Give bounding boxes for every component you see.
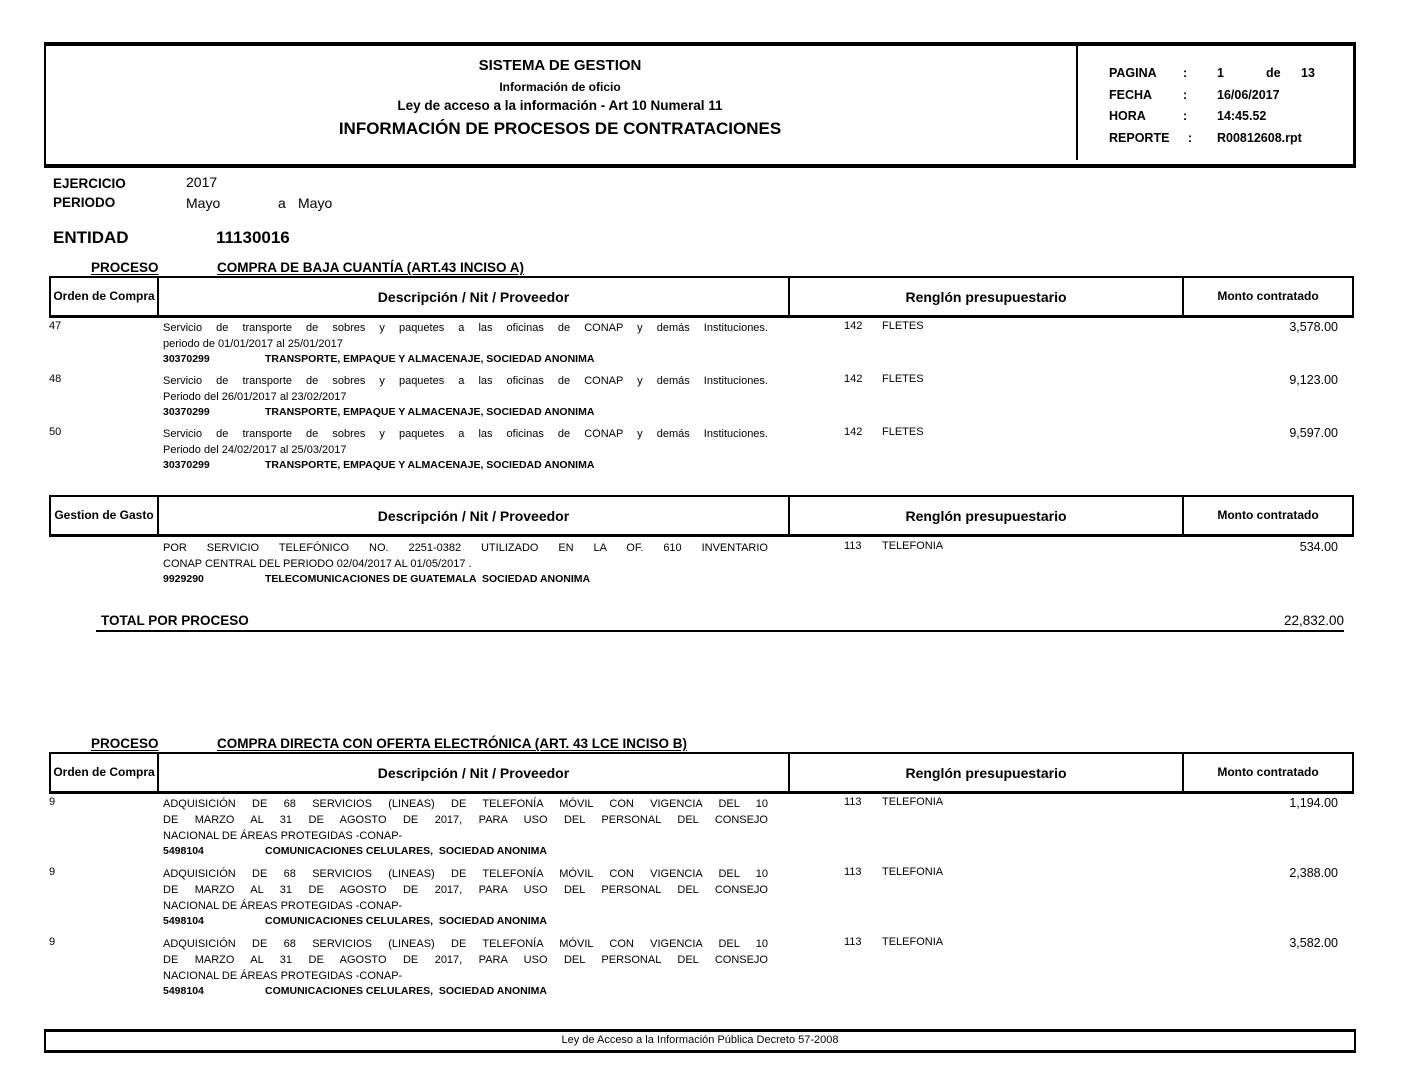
colon: :: [1183, 88, 1188, 102]
renglon-name: TELEFONIA: [882, 936, 944, 948]
provider-name: TRANSPORTE, EMPAQUE Y ALMACENAJE, SOCIEDAD ANONIMA: [265, 406, 595, 418]
nit: 9929290: [163, 573, 204, 585]
renglon: [844, 373, 924, 385]
provider: [163, 406, 594, 418]
col-renglon: Renglón presupuestario: [790, 278, 1184, 315]
description-line: ADQUISICIÓN DE 68 SERVICIOS (LINEAS) DE TELEFONÍA MÓVIL CON VIGENCIA DEL 10: [163, 868, 768, 880]
periodo-to: Mayo: [298, 195, 333, 211]
reporte-value: R00812608.rpt: [1217, 131, 1302, 145]
renglon-code: 142: [844, 320, 863, 332]
pagina-total: 13: [1301, 66, 1315, 80]
description-line: DE MARZO AL 31 DE AGOSTO DE 2017, PARA USO DEL PERSONAL DEL CONSEJO: [163, 884, 768, 896]
col-renglon: Renglón presupuestario: [790, 497, 1184, 534]
description: [163, 540, 768, 572]
entidad-label: ENTIDAD: [53, 228, 129, 247]
renglon: [844, 936, 943, 948]
provider: [163, 573, 590, 585]
description-line: DE MARZO AL 31 DE AGOSTO DE 2017, PARA USO DEL PERSONAL DEL CONSEJO: [163, 814, 768, 826]
provider-name: TELECOMUNICACIONES DE GUATEMALA SOCIEDAD ANONIMA: [265, 573, 591, 585]
process-name: COMPRA DE BAJA CUANTÍA (ART.43 INCISO A): [217, 260, 525, 275]
description-line: Periodo del 24/02/2017 al 25/03/2017: [163, 444, 347, 456]
entidad-value: 11130016: [216, 228, 290, 247]
col-monto: Monto contratado: [1217, 289, 1319, 303]
monto: 3,578.00: [1289, 320, 1338, 334]
description-line: Servicio de transporte de sobres y paquetes a las oficinas de CONAP y demás Instituciones.: [163, 322, 768, 334]
monto: 534.00: [1299, 540, 1338, 554]
renglon: [844, 866, 943, 878]
description-line: Servicio de transporte de sobres y paquetes a las oficinas de CONAP y demás Instituciones.: [163, 428, 768, 440]
total-underline: [96, 630, 1344, 632]
provider: [163, 459, 594, 471]
ejercicio-value: 2017: [186, 174, 218, 190]
col-descripcion: Descripción / Nit / Proveedor: [159, 278, 790, 315]
nit: 30370299: [163, 353, 210, 365]
renglon: [844, 540, 943, 552]
pagina-label: PAGINA: [1109, 66, 1157, 80]
nit: 30370299: [163, 459, 210, 471]
renglon-name: FLETES: [882, 320, 924, 332]
renglon-code: 113: [844, 796, 862, 808]
description: [163, 866, 768, 914]
process-label: PROCESO: [91, 260, 159, 275]
orden-number: 50: [49, 426, 62, 438]
col-orden-compra: Orden de Compra: [51, 754, 159, 791]
periodo-from: Mayo: [186, 195, 221, 211]
description: [163, 320, 768, 352]
col-gestion-gasto: Gestion de Gasto: [51, 497, 159, 534]
hora-value: 14:45.52: [1217, 109, 1267, 123]
renglon-name: TELEFONIA: [882, 540, 944, 552]
pagina-value: 1: [1217, 66, 1224, 80]
periodo-label: PERIODO: [53, 195, 116, 210]
description: [163, 373, 768, 405]
de-label: de: [1266, 66, 1281, 80]
description: [163, 936, 768, 984]
provider-name: COMUNICACIONES CELULARES, SOCIEDAD ANONIMA: [265, 985, 547, 997]
colon: :: [1188, 131, 1193, 145]
renglon: [844, 426, 924, 438]
provider-name: COMUNICACIONES CELULARES, SOCIEDAD ANONIMA: [265, 845, 547, 857]
description-line: ADQUISICIÓN DE 68 SERVICIOS (LINEAS) DE TELEFONÍA MÓVIL CON VIGENCIA DEL 10: [163, 938, 768, 950]
description: [163, 796, 768, 844]
periodo-separator: a: [278, 195, 286, 211]
description-line: NACIONAL DE ÁREAS PROTEGIDAS -CONAP-: [163, 830, 403, 842]
orden-number: 48: [49, 373, 62, 385]
reporte-label: REPORTE: [1109, 131, 1170, 145]
description-line: Periodo del 26/01/2017 al 23/02/2017: [163, 391, 347, 403]
monto: 9,123.00: [1289, 373, 1338, 387]
hora-label: HORA: [1109, 109, 1146, 123]
provider-name: TRANSPORTE, EMPAQUE Y ALMACENAJE, SOCIEDAD ANONIMA: [265, 459, 595, 471]
nit: 5498104: [163, 985, 204, 997]
col-descripcion: Descripción / Nit / Proveedor: [159, 754, 790, 791]
total-label: TOTAL POR PROCESO: [101, 613, 249, 628]
nit: 5498104: [163, 845, 204, 857]
table-header: [49, 495, 1354, 537]
provider: [163, 845, 547, 857]
renglon-name: FLETES: [882, 426, 924, 438]
provider-name: COMUNICACIONES CELULARES, SOCIEDAD ANONIMA: [265, 915, 547, 927]
description-line: NACIONAL DE ÁREAS PROTEGIDAS -CONAP-: [163, 970, 403, 982]
monto: 3,582.00: [1289, 936, 1338, 950]
monto: 1,194.00: [1289, 796, 1338, 810]
renglon-code: 142: [844, 373, 863, 385]
description-line: NACIONAL DE ÁREAS PROTEGIDAS -CONAP-: [163, 900, 403, 912]
description-line: Servicio de transporte de sobres y paquetes a las oficinas de CONAP y demás Instituciones.: [163, 375, 768, 387]
colon: :: [1183, 109, 1188, 123]
col-monto: Monto contratado: [1217, 765, 1319, 779]
col-monto: Monto contratado: [1217, 508, 1319, 522]
provider: [163, 353, 594, 365]
renglon-code: 113: [844, 866, 862, 878]
nit: 30370299: [163, 406, 210, 418]
monto: 2,388.00: [1289, 866, 1338, 880]
process-name: COMPRA DIRECTA CON OFERTA ELECTRÓNICA (ART. 43 LCE INCISO B): [217, 736, 688, 751]
fecha-value: 16/06/2017: [1217, 88, 1280, 102]
renglon-code: 113: [844, 540, 862, 552]
orden-number: 9: [49, 936, 56, 948]
orden-number: 47: [49, 320, 62, 332]
description-line: POR SERVICIO TELEFÓNICO NO. 2251-0382 UTILIZADO EN LA OF. 610 INVENTARIO: [163, 542, 768, 554]
col-renglon: Renglón presupuestario: [790, 754, 1184, 791]
renglon-name: TELEFONIA: [882, 796, 944, 808]
orden-number: 9: [49, 866, 56, 878]
law-reference: Ley de acceso a la información - Art 10 Numeral 11: [397, 98, 723, 113]
renglon: [844, 796, 943, 808]
description-line: periodo de 01/01/2017 al 25/01/2017: [163, 338, 343, 350]
renglon-name: FLETES: [882, 373, 924, 385]
description-line: DE MARZO AL 31 DE AGOSTO DE 2017, PARA USO DEL PERSONAL DEL CONSEJO: [163, 954, 768, 966]
description-line: CONAP CENTRAL DEL PERIODO 02/04/2017 AL 01/05/2017 .: [163, 558, 472, 570]
provider: [163, 985, 547, 997]
page-footer: Ley de Acceso a la Información Pública Decreto 57-2008: [44, 1029, 1356, 1053]
report-subtitle: Información de oficio: [499, 80, 621, 94]
fecha-label: FECHA: [1109, 88, 1153, 102]
provider-name: TRANSPORTE, EMPAQUE Y ALMACENAJE, SOCIEDAD ANONIMA: [265, 353, 595, 365]
orden-number: 9: [49, 796, 56, 808]
description-line: ADQUISICIÓN DE 68 SERVICIOS (LINEAS) DE TELEFONÍA MÓVIL CON VIGENCIA DEL 10: [163, 798, 768, 810]
renglon-code: 142: [844, 426, 863, 438]
ejercicio-label: EJERCICIO: [53, 176, 126, 191]
nit: 5498104: [163, 915, 204, 927]
process-label: PROCESO: [91, 736, 159, 751]
provider: [163, 915, 547, 927]
renglon-code: 113: [844, 936, 862, 948]
system-title: SISTEMA DE GESTION: [478, 57, 642, 74]
colon: :: [1183, 66, 1188, 80]
col-descripcion: Descripción / Nit / Proveedor: [159, 497, 790, 534]
monto: 9,597.00: [1289, 426, 1338, 440]
total-value: 22,832.00: [1283, 613, 1344, 628]
col-orden-compra: Orden de Compra: [51, 278, 159, 315]
report-title: INFORMACIÓN DE PROCESOS DE CONTRATACIONES: [338, 119, 782, 138]
table-header: [49, 752, 1354, 794]
renglon: [844, 320, 924, 332]
table-header: [49, 276, 1354, 318]
description: [163, 426, 768, 458]
header-divider: [1076, 44, 1078, 160]
renglon-name: TELEFONIA: [882, 866, 944, 878]
